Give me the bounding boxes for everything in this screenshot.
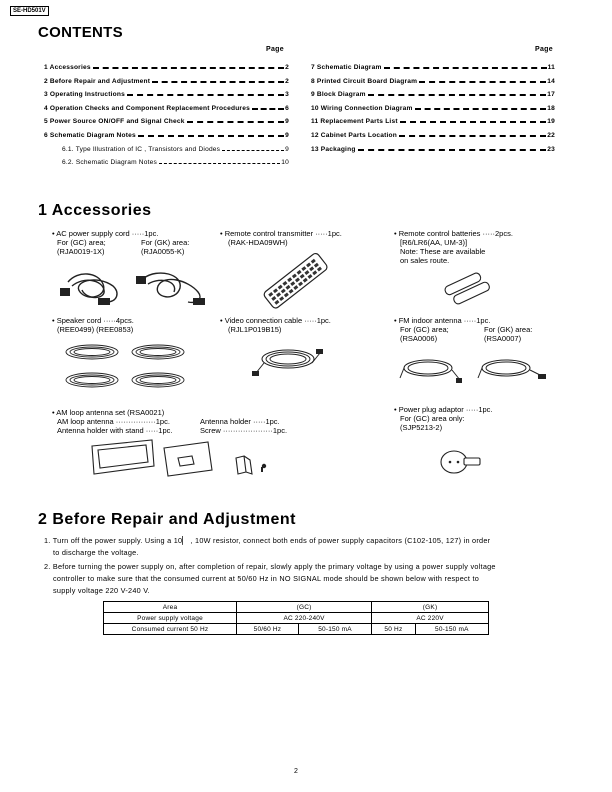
toc-subitem[interactable]: 6.1. Type Illustration of IC , Transistors and Diodes 9 — [62, 146, 289, 153]
table-gc-freq: 50/60 Hz — [237, 624, 299, 635]
toc-subitem[interactable]: 6.2. Schematic Diagram Notes 10 — [62, 159, 289, 166]
repair-step-1: 1. Turn off the power supply. Using a 10▏ , 10W resistor, connect both ends of power supply capacitors (C102-105, 127) in order to discharge the voltage. — [44, 536, 491, 557]
accessory-plug-adaptor: • Power plug adaptor ·····1pc. For (GC) area only: (SJP5213-2) — [394, 405, 493, 432]
page-number: 2 — [294, 768, 298, 775]
speaker-cord-illustration — [60, 340, 194, 396]
video-cable-illustration — [248, 343, 326, 379]
accessory-speaker-cord: • Speaker cord ·····4pcs. (REE0499) (REE0853) — [52, 316, 134, 334]
accessory-antenna-holder: Antenna holder ·····1pc. Screw ····················1pc. — [200, 417, 288, 435]
model-tag: SE-HD501V — [10, 6, 49, 16]
toc-page-header-left: Page — [266, 46, 284, 53]
accessory-remote: • Remote control transmitter ·····1pc. (RAK-HDA09WH) — [220, 229, 342, 247]
toc-item[interactable]: 13 Packaging 23 — [311, 146, 555, 153]
table-gk-voltage: AC 220V — [372, 613, 489, 624]
toc-item[interactable]: 9 Block Diagram 17 — [311, 91, 555, 98]
toc-item[interactable]: 2 Before Repair and Adjustment 2 — [44, 78, 289, 85]
toc-item[interactable]: 11 Replacement Parts List 19 — [311, 118, 555, 125]
toc-item[interactable]: 6 Schematic Diagram Notes 9 — [44, 132, 289, 139]
toc-item[interactable]: 3 Operating Instructions 3 — [44, 91, 289, 98]
table-header-gk: (GK) — [372, 602, 489, 613]
accessory-batteries: • Remote control batteries ·····2pcs. [R6/LR6(AA, UM-3)] Note: These are available on sales route. — [394, 229, 513, 265]
table-header-gc: (GC) — [237, 602, 372, 613]
fm-antenna-illustration — [398, 352, 548, 386]
table-gc-current: 50-150 mA — [298, 624, 371, 635]
toc-item[interactable]: 12 Cabinet Parts Location 22 — [311, 132, 555, 139]
toc-item[interactable]: 7 Schematic Diagram 11 — [311, 64, 555, 71]
table-label-voltage: Power supply voltage — [104, 613, 237, 624]
remote-illustration — [256, 252, 332, 312]
accessory-video-cable: • Video connection cable ·····1pc. (RJL1P019B15) — [220, 316, 331, 334]
consumed-current-table — [103, 601, 489, 635]
accessory-fm-antenna: • FM indoor antenna ·····1pc. For (GC) area; For (GK) area: (RSA0006) (RSA0007) — [394, 316, 533, 343]
contents-title: CONTENTS — [38, 24, 123, 41]
am-antenna-illustration — [88, 436, 274, 482]
toc-item[interactable]: 10 Wiring Connection Diagram 18 — [311, 105, 555, 112]
plug-adaptor-illustration — [430, 440, 484, 480]
toc-item[interactable]: 4 Operation Checks and Component Replacement Procedures 6 — [44, 105, 289, 112]
table-gk-current: 50-150 mA — [415, 624, 488, 635]
section-1-title: 1 Accessories — [38, 202, 152, 219]
table-gk-freq: 50 Hz — [372, 624, 416, 635]
toc-item[interactable]: 8 Printed Circuit Board Diagram 14 — [311, 78, 555, 85]
toc-item[interactable]: 5 Power Source ON/OFF and Signal Check 9 — [44, 118, 289, 125]
table-label-current: Consumed current 50 Hz — [104, 624, 237, 635]
batteries-illustration — [440, 270, 494, 306]
repair-step-2: 2. Before turning the power supply on, after completion of repair, slowly apply the primary voltage by using a power supply voltage controller to make sure that the consumed current at 50/60 Hz in NO SIGNAL mode should be shown below with respect to supply voltage 220 V-240 V. — [44, 562, 496, 595]
section-2-title: 2 Before Repair and Adjustment — [38, 511, 297, 528]
accessory-ac-cord: • AC power supply cord ·····1pc. For (GC) area; For (GK) area: (RJA0019-1X) (RJA0055-K) — [52, 229, 190, 256]
toc-item[interactable]: 1 Accessories 2 — [44, 64, 289, 71]
toc-page-header-right: Page — [535, 46, 553, 53]
table-header-area: Area — [104, 602, 237, 613]
ac-cord-illustration — [58, 262, 213, 308]
accessory-am-antenna-set: • AM loop antenna set (RSA0021) AM loop antenna ················1pc. Antenna holder with stand ·····1pc. — [52, 408, 173, 435]
table-gc-voltage: AC 220-240V — [237, 613, 372, 624]
